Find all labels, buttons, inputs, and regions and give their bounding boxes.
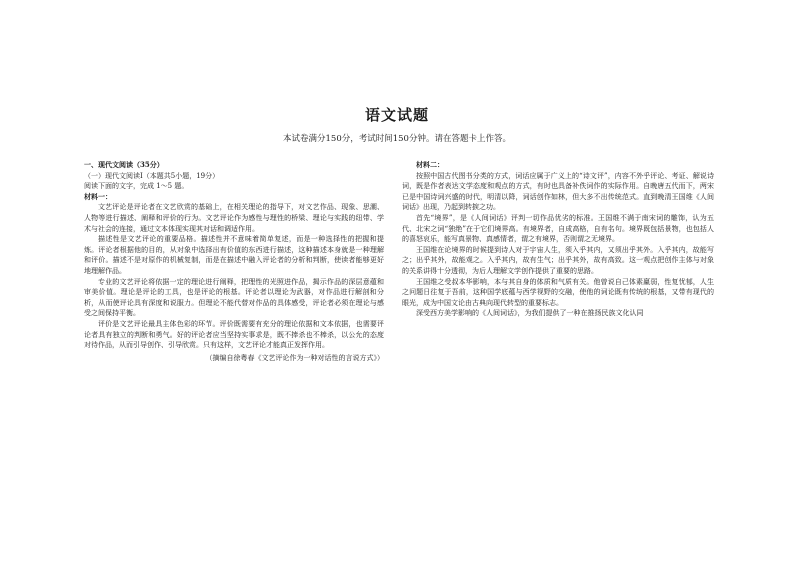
subsection-heading: （一）现代文阅读Ⅰ（本题共5小题，19分） xyxy=(84,171,220,180)
page-title: 语文试题 xyxy=(364,106,429,124)
paragraph: 评价是文艺评论最具主体色彩的环节。评价既需要有充分的理论依据和文本依据，也需要评论者具有独立的判断和勇气。好的评论者应当坚持实事求是，既不捧杀也不棒杀，以公允的态度对待作品，从而引导创作、引导欣赏。只有这样，文艺评论才能真正发挥作用。 xyxy=(84,319,384,350)
paragraph: 文艺评论是评论者在文艺欣赏的基础上，在相关理论的指导下，对文艺作品、现象、思潮、人物等进行描述、阐释和评价的行为。文艺评论作为感性与理性的桥梁、理论与实践的纽带、学术与社会的连接，通过文本体现实现其对话和调适作用。 xyxy=(84,203,384,233)
paragraph: 按照中国古代图书分类的方式，词话应属于广义上的“诗文评”，内容不外乎评论、考证、解说诗词，既是作者表达文学态度和观点的方式，有时也具备补佚词作的实际作用。自晚唐五代而下，两宋已是中国诗词兴盛的时代，明清以降，词话创作如林，但大多不出传统范式。直到晚清王国维《人间词话》出现，乃起到转捩之功。 xyxy=(402,171,714,212)
paragraph: 王国维在论境界的时候提到诗人对于宇宙人生，须入乎其内，又须出乎其外。入乎其内，故能写之；出乎其外，故能观之。入乎其内，故有生气；出乎其外，故有高致。这一观点把创作主体与对象的关系讲得十分透彻，为后人理解文学创作提供了重要的思路。 xyxy=(402,245,714,275)
material-two-label: 材料二： xyxy=(416,160,444,169)
material-one-label: 材料一： xyxy=(84,191,112,201)
paragraph-continued: 深受西方美学影响的《人间词话》，为我们提供了一种在推扬民族文化认同 xyxy=(416,309,644,318)
paragraph: 首先“境界”，是《人间词话》评判一切作品优劣的标准。王国维不满于南宋词的雕饰，认为五代、北宋之词“独绝”在于它们境界高。有境界者，自成高格，自有名句。境界既包括景物，也包括人的喜怒哀乐，能写真景物、真感情者，谓之有境界，否则谓之无境界。 xyxy=(402,213,714,244)
section-heading: 一、现代文阅读（35分） xyxy=(84,160,164,169)
source-citation: （摘编自徐粤春《文艺评论作为一种对话性的言说方式》） xyxy=(205,353,384,362)
right-column xyxy=(402,160,714,319)
reading-instruction: 阅读下面的文字，完成 1～5 题。 xyxy=(84,182,189,191)
left-column xyxy=(84,160,384,363)
paragraph: 专业的文艺评论将依据一定的理论进行阐释，把理性的光照进作品，揭示作品的深层意蕴和审美价值。理论是评论的工具，也是评论的根基。评论者以理论为武器，对作品进行解剖和分析，从而使评论具有深度和说服力。但理论不能代替对作品的具体感受，评论者必须在理论与感受之间保持平衡。 xyxy=(84,277,384,318)
paragraph: 描述性是文艺评论的重要品格。描述性并不意味着简单复述，而是一种选择性的把握和提炼。评论者根据他的目的，从对象中选择出有价值的东西进行描述，这种描述本身就是一种理解和评价。描述不是对原作的机械复制，而是在描述中融入评论者的分析和判断，使读者能够更好地理解作品。 xyxy=(84,235,384,275)
paragraph: 王国维之受叔本华影响，本与其自身的体质和气质有关。他曾说自己体素羸弱，性复忧郁，人生之问题日往复于吾前，这种国学底蕴与西学视野的交融，使他的词论既有传统的根基，又带有现代的眼光，成为中国文论由古典向现代转型的重要标志。 xyxy=(402,277,714,307)
page-subtitle: 本试卷满分150分，考试时间150分钟。请在答题卡上作答。 xyxy=(283,134,511,144)
